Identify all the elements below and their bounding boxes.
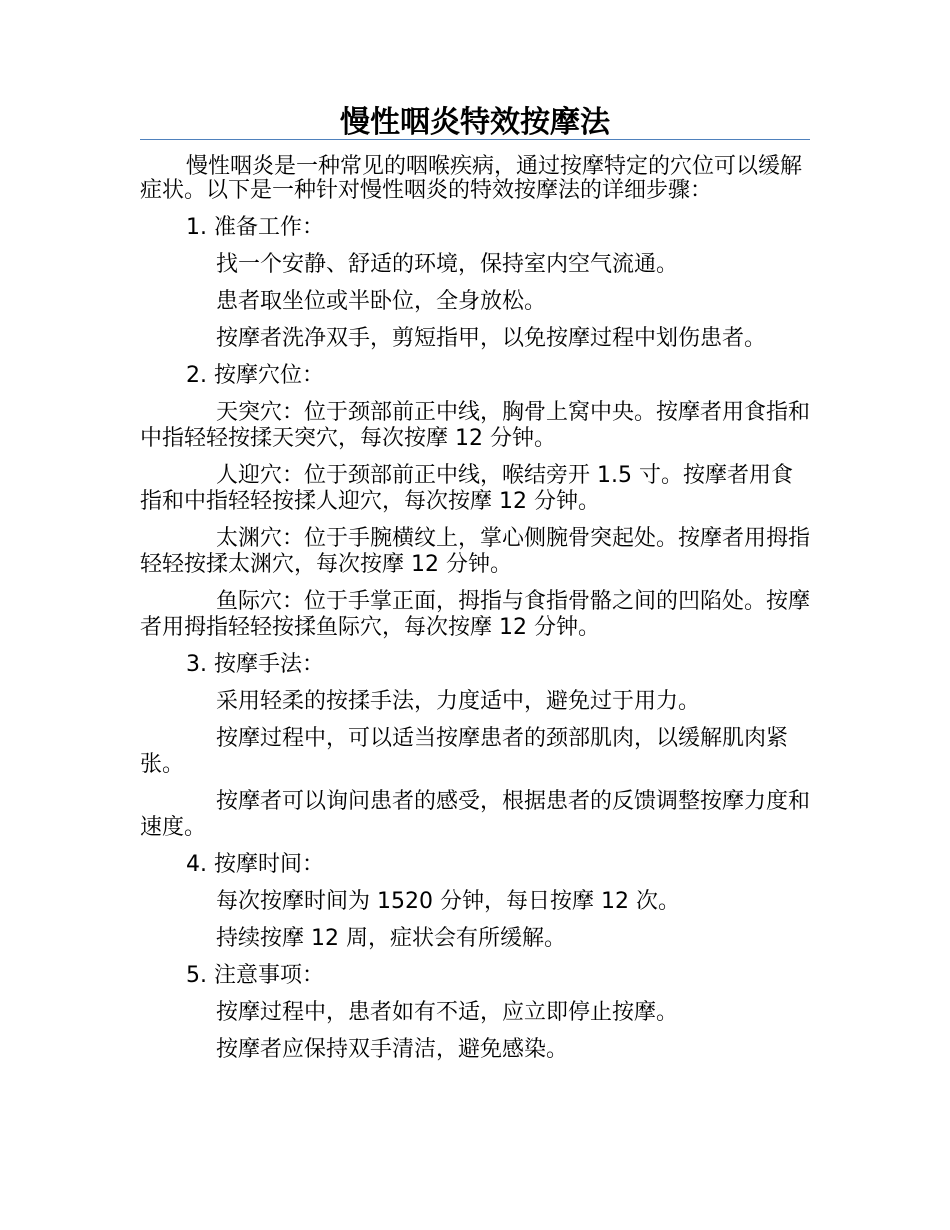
list-item: 持续按摩 12 周，症状会有所缓解。 (216, 926, 566, 951)
intro-paragraph: 慢性咽炎是一种常见的咽喉疾病，通过按摩特定的穴位可以缓解症状。以下是一种针对慢性咽炎的特效按摩法的详细步骤： (140, 154, 803, 203)
section-precautions (140, 963, 810, 1063)
list-item: 鱼际穴：位于手掌正面，拇指与食指骨骼之间的凹陷处。按摩者用拇指轻轻按揉鱼际穴，每次按摩 12 分钟。 (140, 589, 811, 640)
list-item: 天突穴：位于颈部前正中线，胸骨上窝中央。按摩者用食指和中指轻轻按揉天突穴，每次按摩 12 分钟。 (140, 400, 811, 451)
section-heading: 5. 注意事项： (186, 963, 324, 988)
list-item: 按摩者可以询问患者的感受，根据患者的反馈调整按摩力度和速度。 (140, 789, 811, 840)
section-heading: 2. 按摩穴位： (186, 363, 324, 388)
list-item: 每次按摩时间为 1520 分钟，每日按摩 12 次。 (216, 889, 680, 914)
section-heading: 3. 按摩手法： (186, 652, 324, 677)
document-title: 慢性咽炎特效按摩法 (340, 105, 610, 140)
section-technique (140, 652, 810, 841)
list-item: 采用轻柔的按揉手法，力度适中，避免过于用力。 (216, 689, 701, 714)
section-preparation (140, 215, 810, 352)
list-item: 找一个安静、舒适的环境，保持室内空气流通。 (216, 252, 679, 277)
section-duration (140, 852, 810, 952)
section-heading: 4. 按摩时间： (186, 852, 324, 877)
list-item: 按摩过程中，可以适当按摩患者的颈部肌肉，以缓解肌肉紧张。 (140, 726, 789, 777)
list-item: 太渊穴：位于手腕横纹上，掌心侧腕骨突起处。按摩者用拇指轻轻按揉太渊穴，每次按摩 12 分钟。 (140, 526, 811, 577)
title-underline (140, 139, 810, 140)
section-acupoints (140, 363, 810, 641)
list-item: 按摩者洗净双手，剪短指甲，以免按摩过程中划伤患者。 (216, 326, 767, 351)
document-body (140, 155, 810, 1074)
section-heading: 1. 准备工作： (186, 215, 324, 240)
list-item: 按摩过程中，患者如有不适，应立即停止按摩。 (216, 1000, 679, 1025)
list-item: 患者取坐位或半卧位，全身放松。 (216, 289, 547, 314)
list-item: 人迎穴：位于颈部前正中线，喉结旁开 1.5 寸。按摩者用食指和中指轻轻按揉人迎穴，每次按摩 12 分钟。 (140, 463, 793, 514)
list-item: 按摩者应保持双手清洁，避免感染。 (216, 1037, 569, 1062)
